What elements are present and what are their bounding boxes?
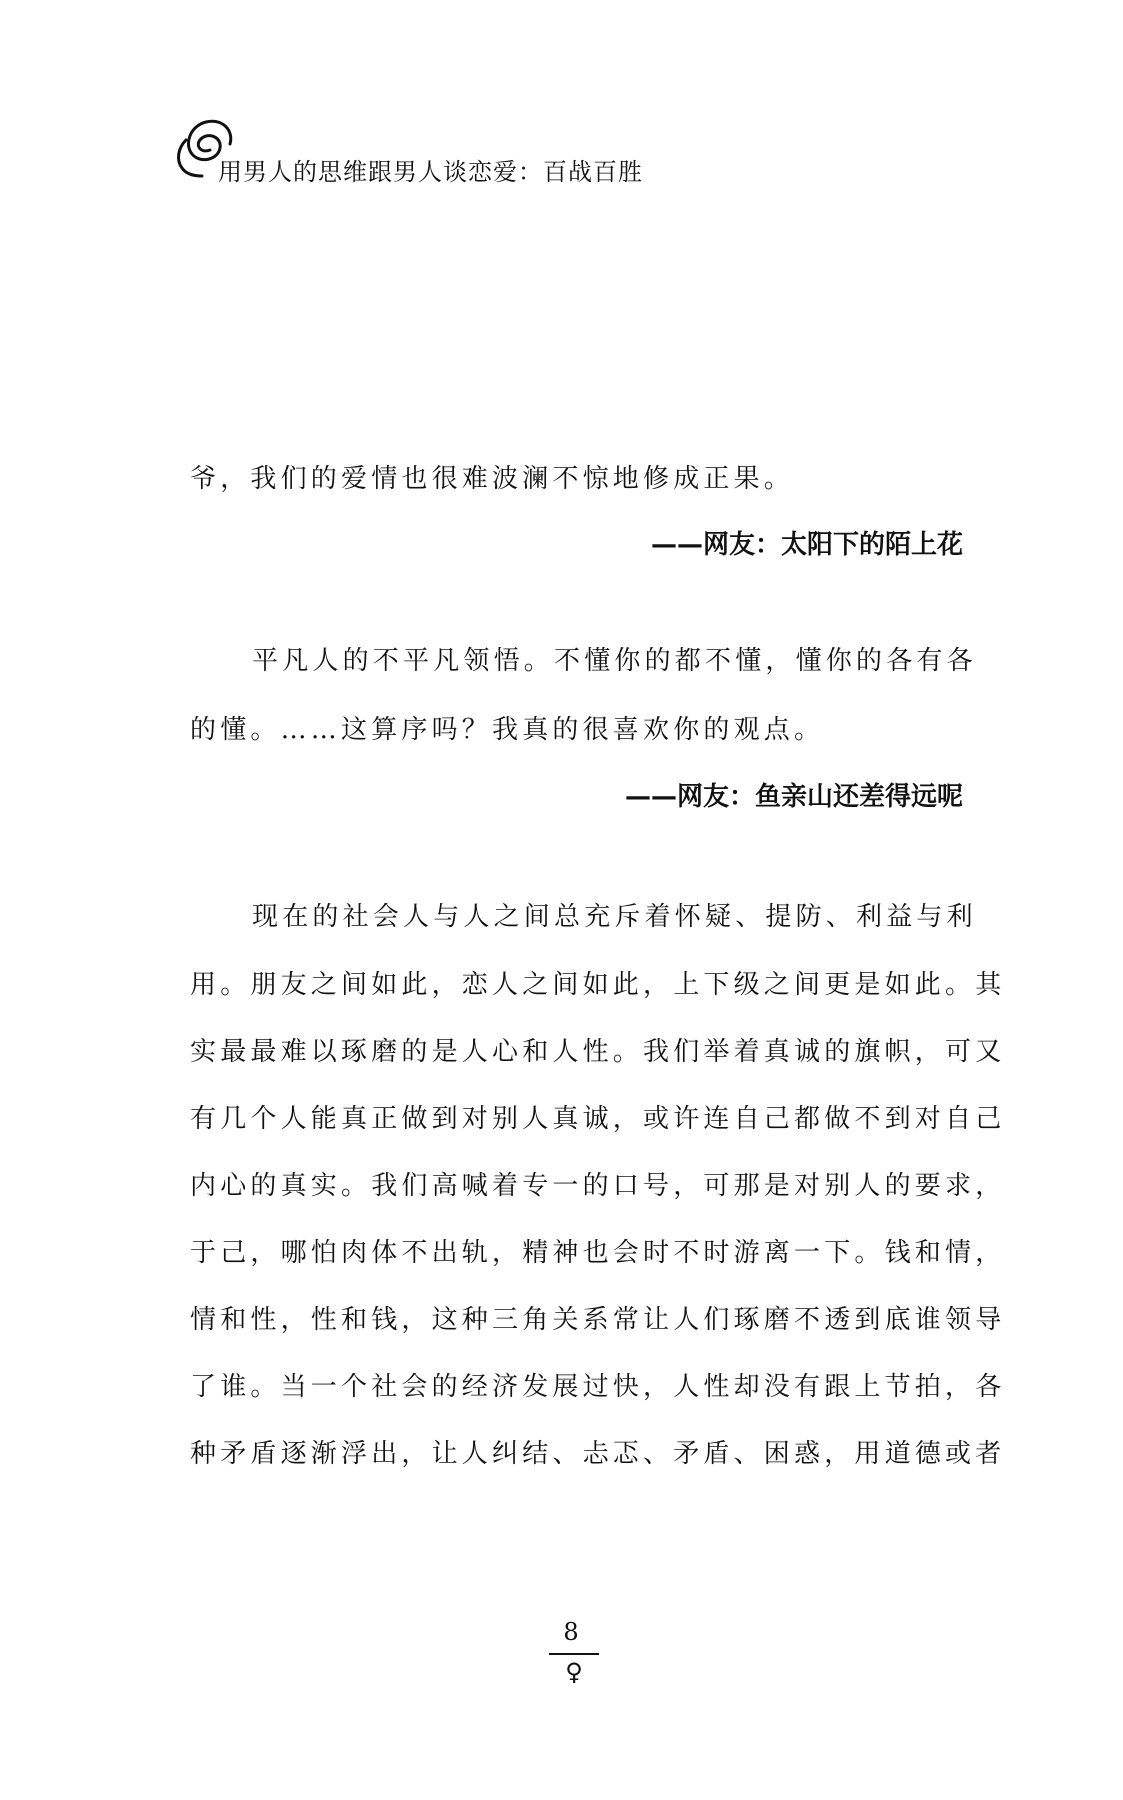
paragraph-line: 于己，哪怕肉体不出轨，精神也会时不时游离一下。钱和情，: [190, 1238, 1006, 1268]
paragraph-line: 内心的真实。我们高喊着专一的口号，可那是对别人的要求，: [190, 1171, 1006, 1201]
attribution: ——网友：鱼亲山还差得远呢: [624, 782, 963, 812]
paragraph-line: 的懂。……这算序吗？我真的很喜欢你的观点。: [190, 715, 825, 745]
paragraph-line: 有几个人能真正做到对别人真诚，或许连自己都做不到对自己: [190, 1104, 1006, 1134]
paragraph-line: 用。朋友之间如此，恋人之间如此，上下级之间更是如此。其: [190, 970, 1006, 1000]
running-header: [172, 110, 772, 186]
female-symbol-icon: ♀: [565, 1658, 583, 1686]
header-title: 用男人的思维跟男人谈恋爱：百战百胜: [218, 158, 643, 186]
paragraph-line: 平凡人的不平凡领悟。不懂你的都不懂，懂你的各有各: [252, 646, 977, 676]
paragraph-line: 情和性，性和钱，这种三角关系常让人们琢磨不透到底谁领导: [190, 1305, 1006, 1335]
page-number-divider: [549, 1653, 599, 1655]
paragraph-line: 爷，我们的爱情也很难波澜不惊地修成正果。: [190, 464, 795, 494]
attribution: ——网友：太阳下的陌上花: [650, 530, 963, 560]
paragraph-line: 了谁。当一个社会的经济发展过快，人性却没有跟上节拍，各: [190, 1372, 1006, 1402]
paragraph-line: 现在的社会人与人之间总充斥着怀疑、提防、利益与利: [252, 902, 977, 932]
page-number: 8: [563, 1618, 579, 1646]
paragraph-line: 种矛盾逐渐浮出，让人纠结、忐忑、矛盾、困惑，用道德或者: [190, 1439, 1006, 1469]
paragraph-line: 实最最难以琢磨的是人心和人性。我们举着真诚的旗帜，可又: [190, 1037, 1006, 1067]
